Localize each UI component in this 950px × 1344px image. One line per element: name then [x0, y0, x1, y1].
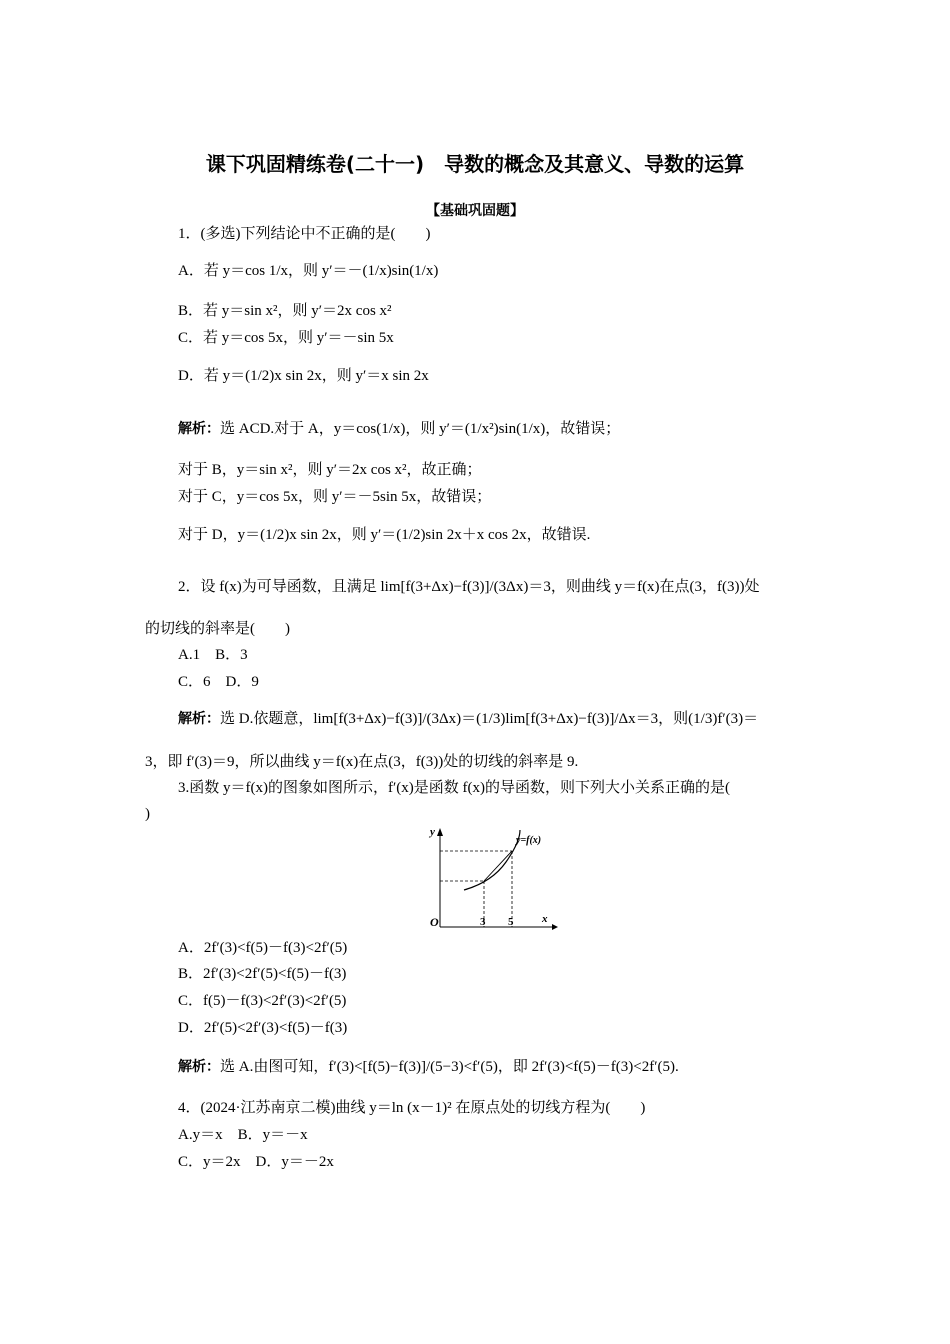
page-title: 课下巩固精练卷(二十一) 导数的概念及其意义、导数的运算 — [205, 152, 745, 176]
q1-option-a: A．若 y＝cos 1/x，则 y′＝－(1/x)sin(1/x) — [178, 263, 439, 279]
q3-option-c: C．f(5)－f(3)<2f′(3)<2f′(5) — [178, 993, 347, 1009]
x-axis-arrow — [552, 924, 558, 930]
q3-option-b: B．2f′(3)<2f′(5)<f(5)－f(3) — [178, 966, 347, 982]
q1-option-c: C．若 y＝cos 5x，则 y′＝－sin 5x — [178, 330, 394, 346]
tick-5: 5 — [508, 916, 514, 928]
q1-solution-d: 对于 D，y＝(1/2)x sin 2x，则 y′＝(1/2)sin 2x＋x cos 2x，故错误. — [178, 527, 591, 543]
q3-solution-label: 解析： — [178, 1059, 220, 1075]
q4-stem: 4．(2024·江苏南京二模)曲线 y＝ln (x－1)² 在原点处的切线方程为( ) — [178, 1100, 646, 1116]
q2-solution-text: 选 D.依题意，lim[f(3+Δx)−f(3)]/(3Δx)＝(1/3)lim[f(3+Δx)−f(3)]/Δx＝3，则(1/3)f′(3)＝ — [220, 711, 759, 727]
q1-option-d: D．若 y＝(1/2)x sin 2x，则 y′＝x sin 2x — [178, 368, 429, 384]
section-heading: 【基础巩固题】 — [426, 203, 524, 219]
q2-solution — [178, 700, 758, 738]
q1-solution — [178, 410, 620, 448]
q3-stem-cont: ) — [145, 806, 150, 822]
y-axis-arrow — [437, 828, 443, 836]
q3-option-d: D．2f′(5)<2f′(3)<f(5)－f(3) — [178, 1020, 348, 1036]
origin-label: O — [430, 915, 439, 929]
q1-solution-b: 对于 B，y＝sin x²，则 y′＝2x cos x²，故正确； — [178, 462, 482, 478]
q1-option-b: B．若 y＝sin x²，则 y′＝2x cos x² — [178, 303, 392, 319]
q1-solution-c: 对于 C，y＝cos 5x，则 y′＝－5sin 5x，故错误； — [178, 489, 492, 505]
q3-solution — [178, 1048, 679, 1086]
q4-options-cd: C．y＝2x D．y＝－2x — [178, 1154, 334, 1170]
q1-solution-label: 解析： — [178, 421, 220, 437]
q1-stem: 1．(多选)下列结论中不正确的是( ) — [178, 226, 431, 242]
q3-stem: 3.函数 y＝f(x)的图象如图所示，f′(x)是函数 f(x)的导函数，则下列大小关系正确的是( — [178, 780, 730, 796]
q4-options-ab: A.y＝x B．y＝－x — [178, 1127, 308, 1143]
x-axis-label: x — [542, 913, 548, 925]
q2-stem-cont: 的切线的斜率是( ) — [145, 621, 290, 637]
q2-solution-cont: 3，即 f′(3)＝9，所以曲线 y＝f(x)在点(3，f(3))处的切线的斜率是 9. — [145, 754, 579, 770]
q2-options-cd: C．6 D．9 — [178, 674, 259, 690]
q3-solution-text: 选 A.由图可知，f′(3)<[f(5)−f(3)]/(5−3)<f′(5)，即 2f′(3)<f(5)－f(3)<2f′(5). — [220, 1059, 679, 1075]
function-graph — [420, 822, 560, 932]
secant-line — [484, 851, 512, 881]
q1-solution-text: 选 ACD.对于 A，y＝cos(1/x)，则 y′＝(1/x²)sin(1/x)，故错误； — [220, 421, 621, 437]
q2-options-ab: A.1 B．3 — [178, 647, 248, 663]
q2-solution-label: 解析： — [178, 711, 220, 727]
y-axis-label: y — [430, 826, 435, 838]
q3-option-a: A．2f′(3)<f(5)－f(3)<2f′(5) — [178, 940, 348, 956]
curve-label: y=f(x) — [516, 835, 542, 846]
tick-3: 3 — [480, 916, 486, 928]
q2-stem: 2．设 f(x)为可导函数，且满足 lim[f(3+Δx)−f(3)]/(3Δx)＝3，则曲线 y＝f(x)在点(3，f(3))处 — [178, 579, 760, 595]
